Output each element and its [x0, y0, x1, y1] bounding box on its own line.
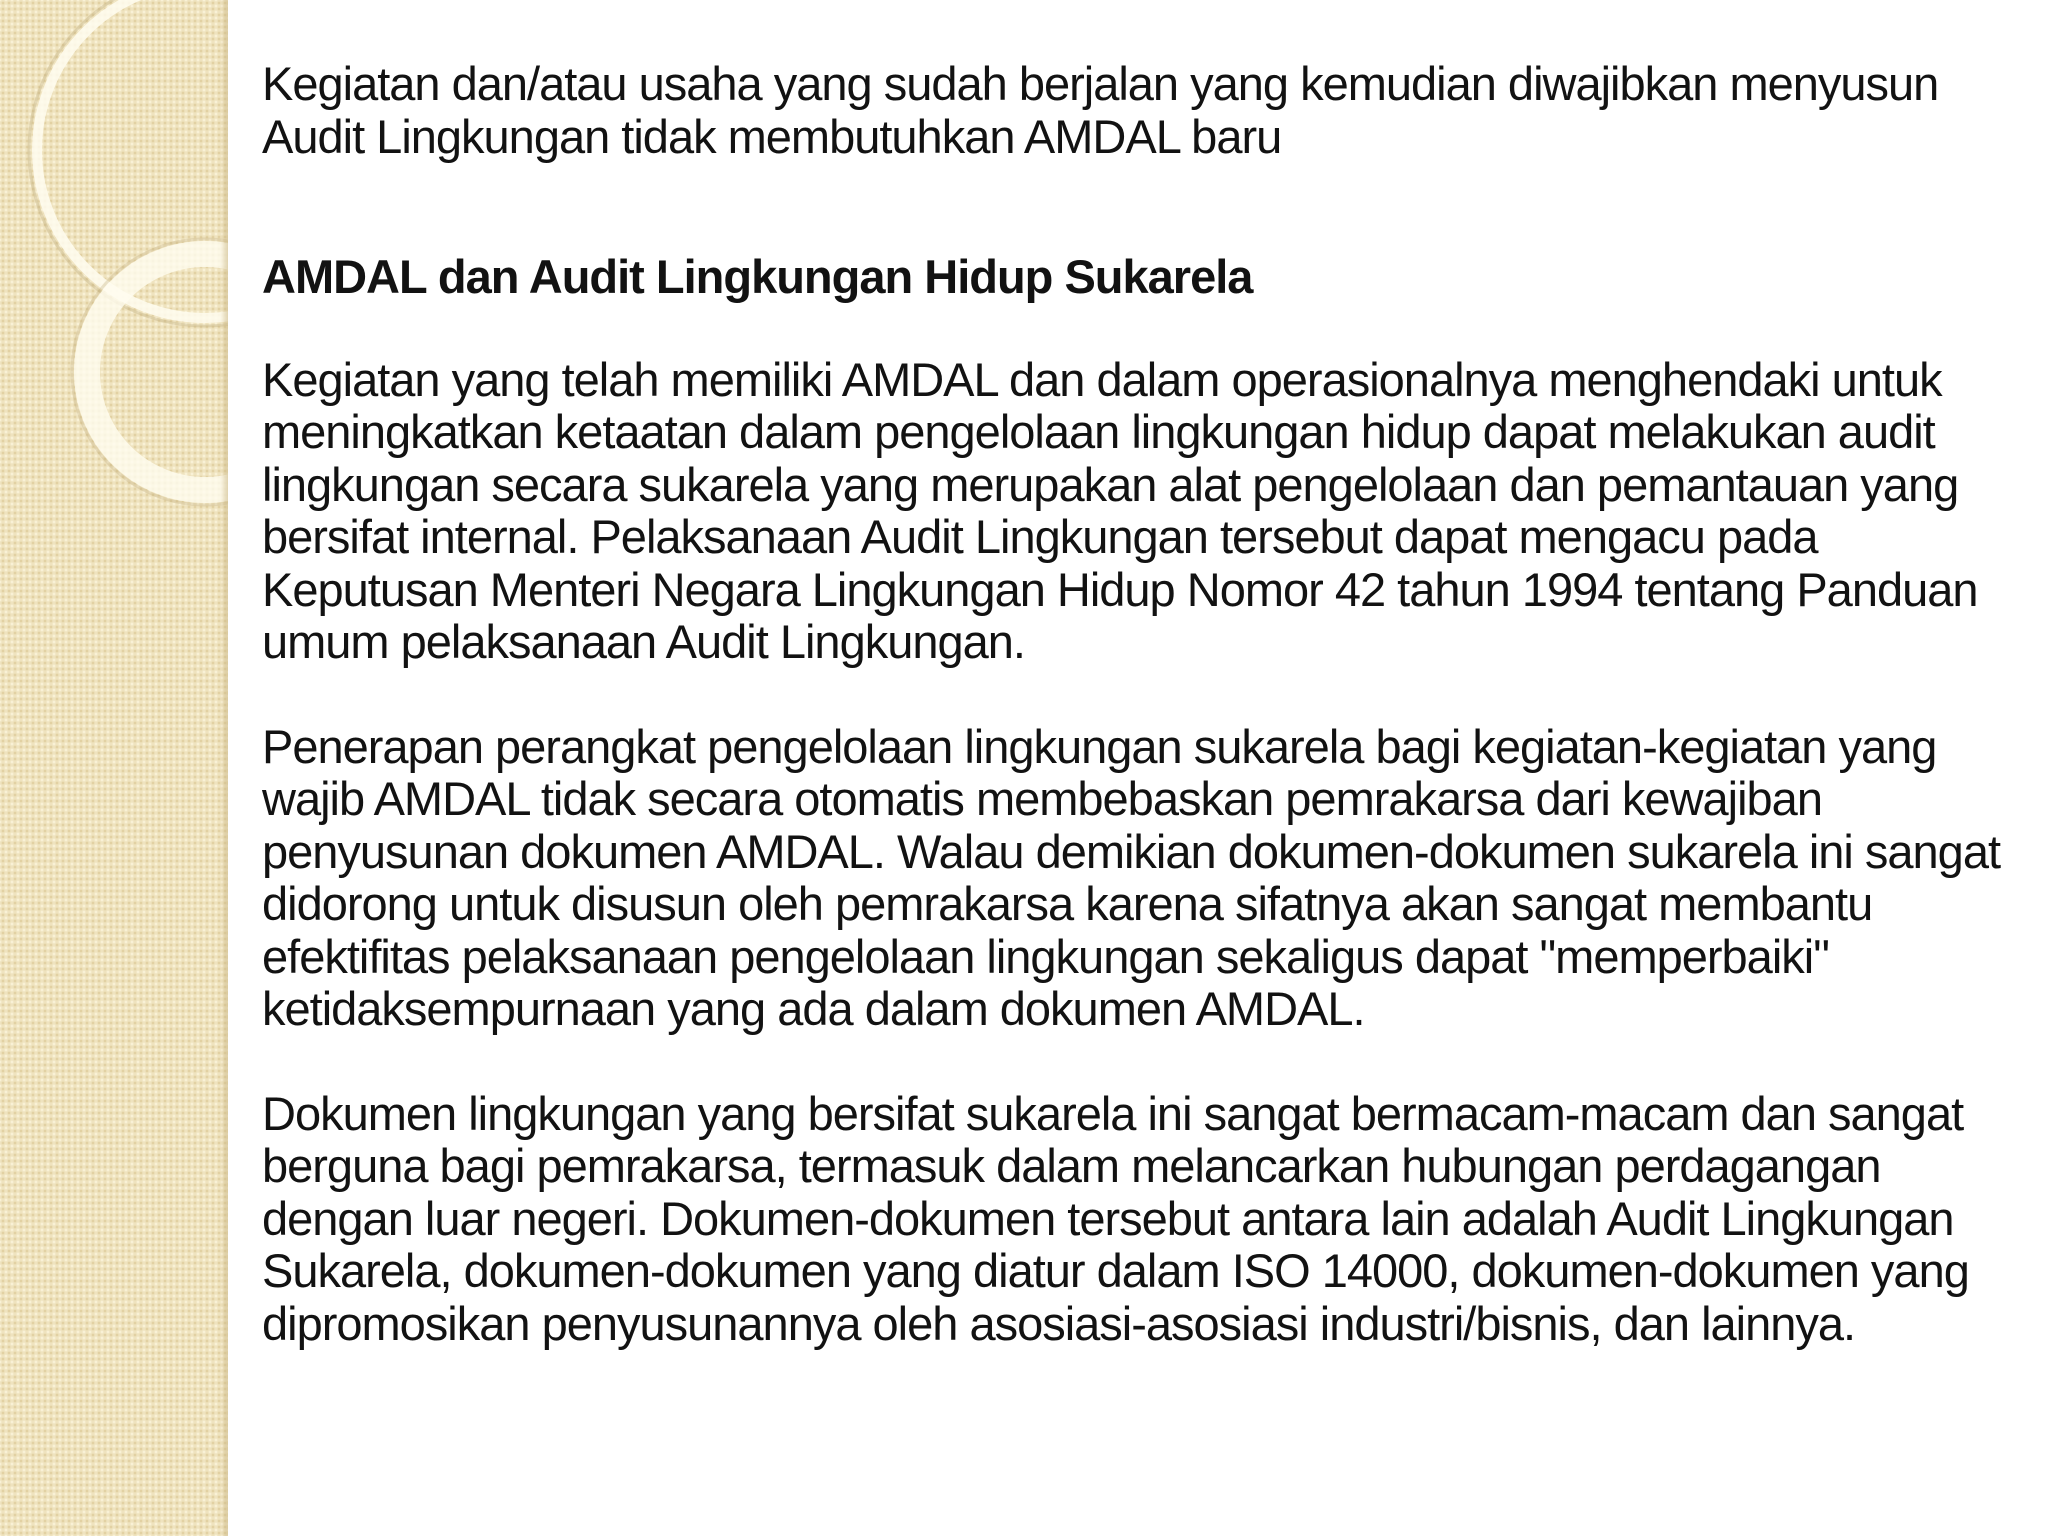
- section-heading: AMDAL dan Audit Lingkungan Hidup Sukarela: [262, 250, 1253, 303]
- panel-edge-shade: [220, 0, 228, 1536]
- paragraph-3: Dokumen lingkungan yang bersifat sukarela ini sangat bermacam-macam dan sangat berguna bagi pemrakarsa, termasuk dalam melancarkan hubungan perdagangan dengan luar negeri. Dokumen-dokumen tersebut antara lain adalah Audit Lingkungan Sukarela, dokumen-dokumen yang diatur dalam ISO 14000, dokumen-dokumen yang dipromosikan penyusunannya oleh asosiasi-asosiasi industri/bisnis, dan lainnya.: [262, 1086, 1969, 1350]
- paragraph-1: Kegiatan yang telah memiliki AMDAL dan dalam operasionalnya menghendaki untuk meningkatkan ketaatan dalam pengelolaan lingkungan hidup dapat melakukan audit lingkungan secara sukarela yang merupakan alat pengelolaan dan pemantauan yang bersifat internal. Pelaksanaan Audit Lingkungan tersebut dapat mengacu pada Keputusan Menteri Negara Lingkungan Hidup Nomor 42 tahun 1994 tentang Panduan umum pelaksanaan Audit Lingkungan.: [262, 352, 1978, 668]
- slide-content: [262, 58, 2002, 1350]
- paragraph-2: Penerapan perangkat pengelolaan lingkungan sukarela bagi kegiatan-kegiatan yang wajib AMDAL tidak secara otomatis membebaskan pemrakarsa dari kewajiban penyusunan dokumen AMDAL. Walau demikian dokumen-dokumen sukarela ini sangat didorong untuk disusun oleh pemrakarsa karena sifatnya akan sangat membantu efektifitas pelaksanaan pengelolaan lingkungan sekaligus dapat "memperbaiki" ketidaksempurnaan yang ada dalam dokumen AMDAL.: [262, 719, 2001, 1035]
- intro-text: Kegiatan dan/atau usaha yang sudah berjalan yang kemudian diwajibkan menyusun Audit Lingkungan tidak membutuhkan AMDAL baru: [262, 57, 1939, 163]
- decorative-rings-icon: [0, 0, 228, 600]
- decorative-side-panel: [0, 0, 228, 1536]
